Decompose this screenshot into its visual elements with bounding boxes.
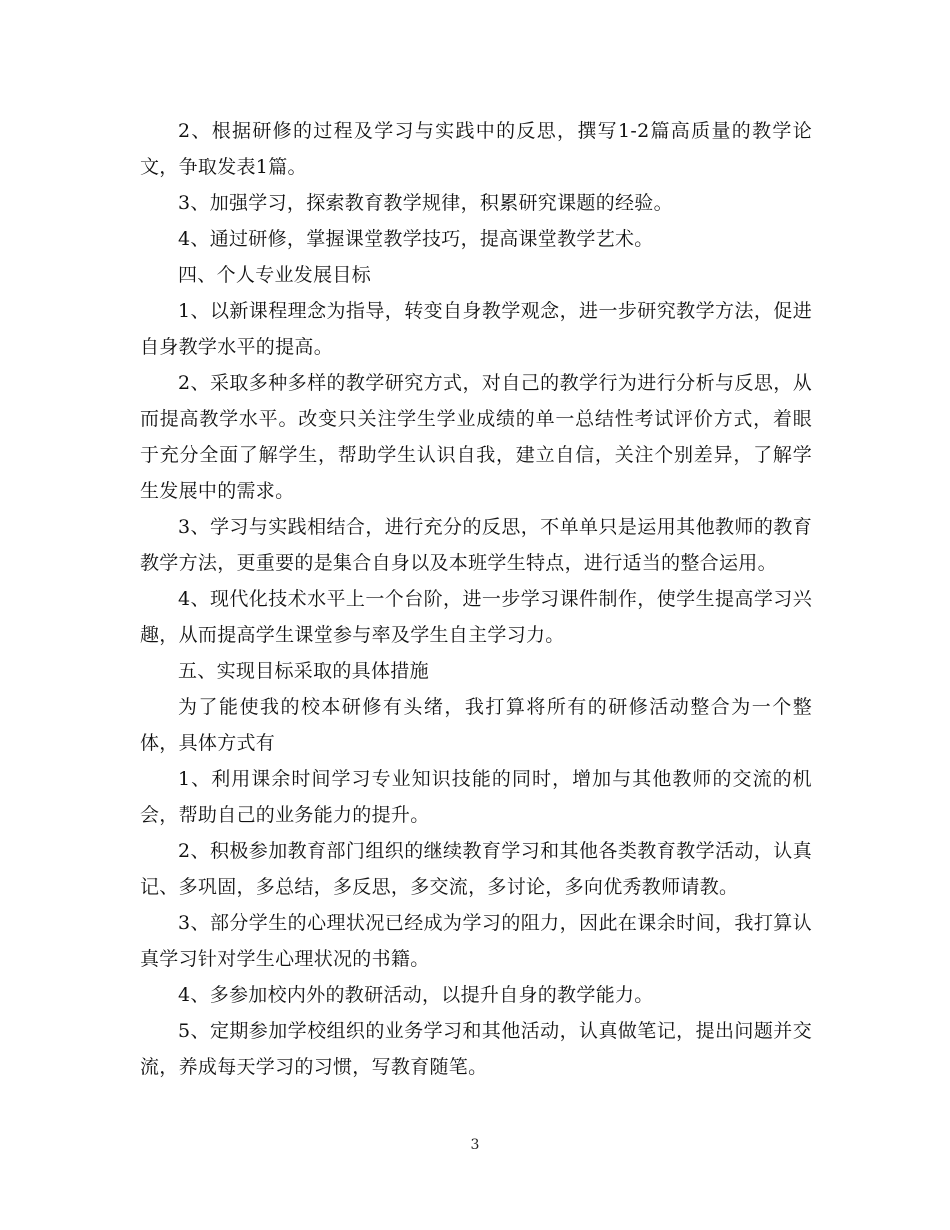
paragraph-dev-1: 1、以新课程理念为指导，转变自身教学观念，进一步研究教学方法，促进自身教学水平的提高。	[140, 300, 812, 358]
paragraph-measure-1: 1、利用课余时间学习专业知识技能的同时，增加与其他教师的交流的机会，帮助自己的业务能力的提升。	[140, 768, 812, 826]
paragraph-measure-5: 5、定期参加学校组织的业务学习和其他活动，认真做笔记，提出问题并交流，养成每天学习的习惯，写教育随笔。	[140, 1020, 812, 1078]
paragraph-goal-2-paper: 2、根据研修的过程及学习与实践中的反思，撰写1-2篇高质量的教学论文，争取发表1篇。	[140, 120, 812, 178]
document-body	[140, 113, 812, 1085]
section-heading-5: 五、实现目标采取的具体措施	[178, 660, 429, 682]
paragraph-measure-2: 2、积极参加教育部门组织的继续教育学习和其他各类教育教学活动，认真记、多巩固，多总结，多反思，多交流，多讨论，多向优秀教师请教。	[140, 840, 812, 898]
paragraph-dev-2: 2、采取多种多样的教学研究方式，对自己的教学行为进行分析与反思，从而提高教学水平。改变只关注学生学业成绩的单一总结性考试评价方式，着眼于充分全面了解学生，帮助学生认识自我，建立自信，关注个别差异，了解学生发展中的需求。	[140, 372, 812, 502]
paragraph-measure-3: 3、部分学生的心理状况已经成为学习的阻力，因此在课余时间，我打算认真学习针对学生心理状况的书籍。	[140, 912, 812, 970]
paragraph-goal-4-skills: 4、通过研修，掌握课堂教学技巧，提高课堂教学艺术。	[178, 228, 654, 250]
paragraph-measure-4: 4、多参加校内外的教研活动，以提升自身的教学能力。	[178, 984, 654, 1006]
paragraph-dev-3: 3、学习与实践相结合，进行充分的反思，不单单只是运用其他教师的教育教学方法，更重要的是集合自身以及本班学生特点，进行适当的整合运用。	[140, 516, 812, 574]
paragraph-goal-3-study: 3、加强学习，探索教育教学规律，积累研究课题的经验。	[178, 192, 673, 214]
paragraph-dev-4: 4、现代化技术水平上一个台阶，进一步学习课件制作，使学生提高学习兴趣，从而提高学生课堂参与率及学生自主学习力。	[140, 588, 812, 646]
paragraph-measures-intro: 为了能使我的校本研修有头绪，我打算将所有的研修活动整合为一个整体，具体方式有	[140, 696, 812, 754]
section-heading-4: 四、个人专业发展目标	[178, 264, 372, 286]
page-number: 3	[470, 1137, 480, 1153]
